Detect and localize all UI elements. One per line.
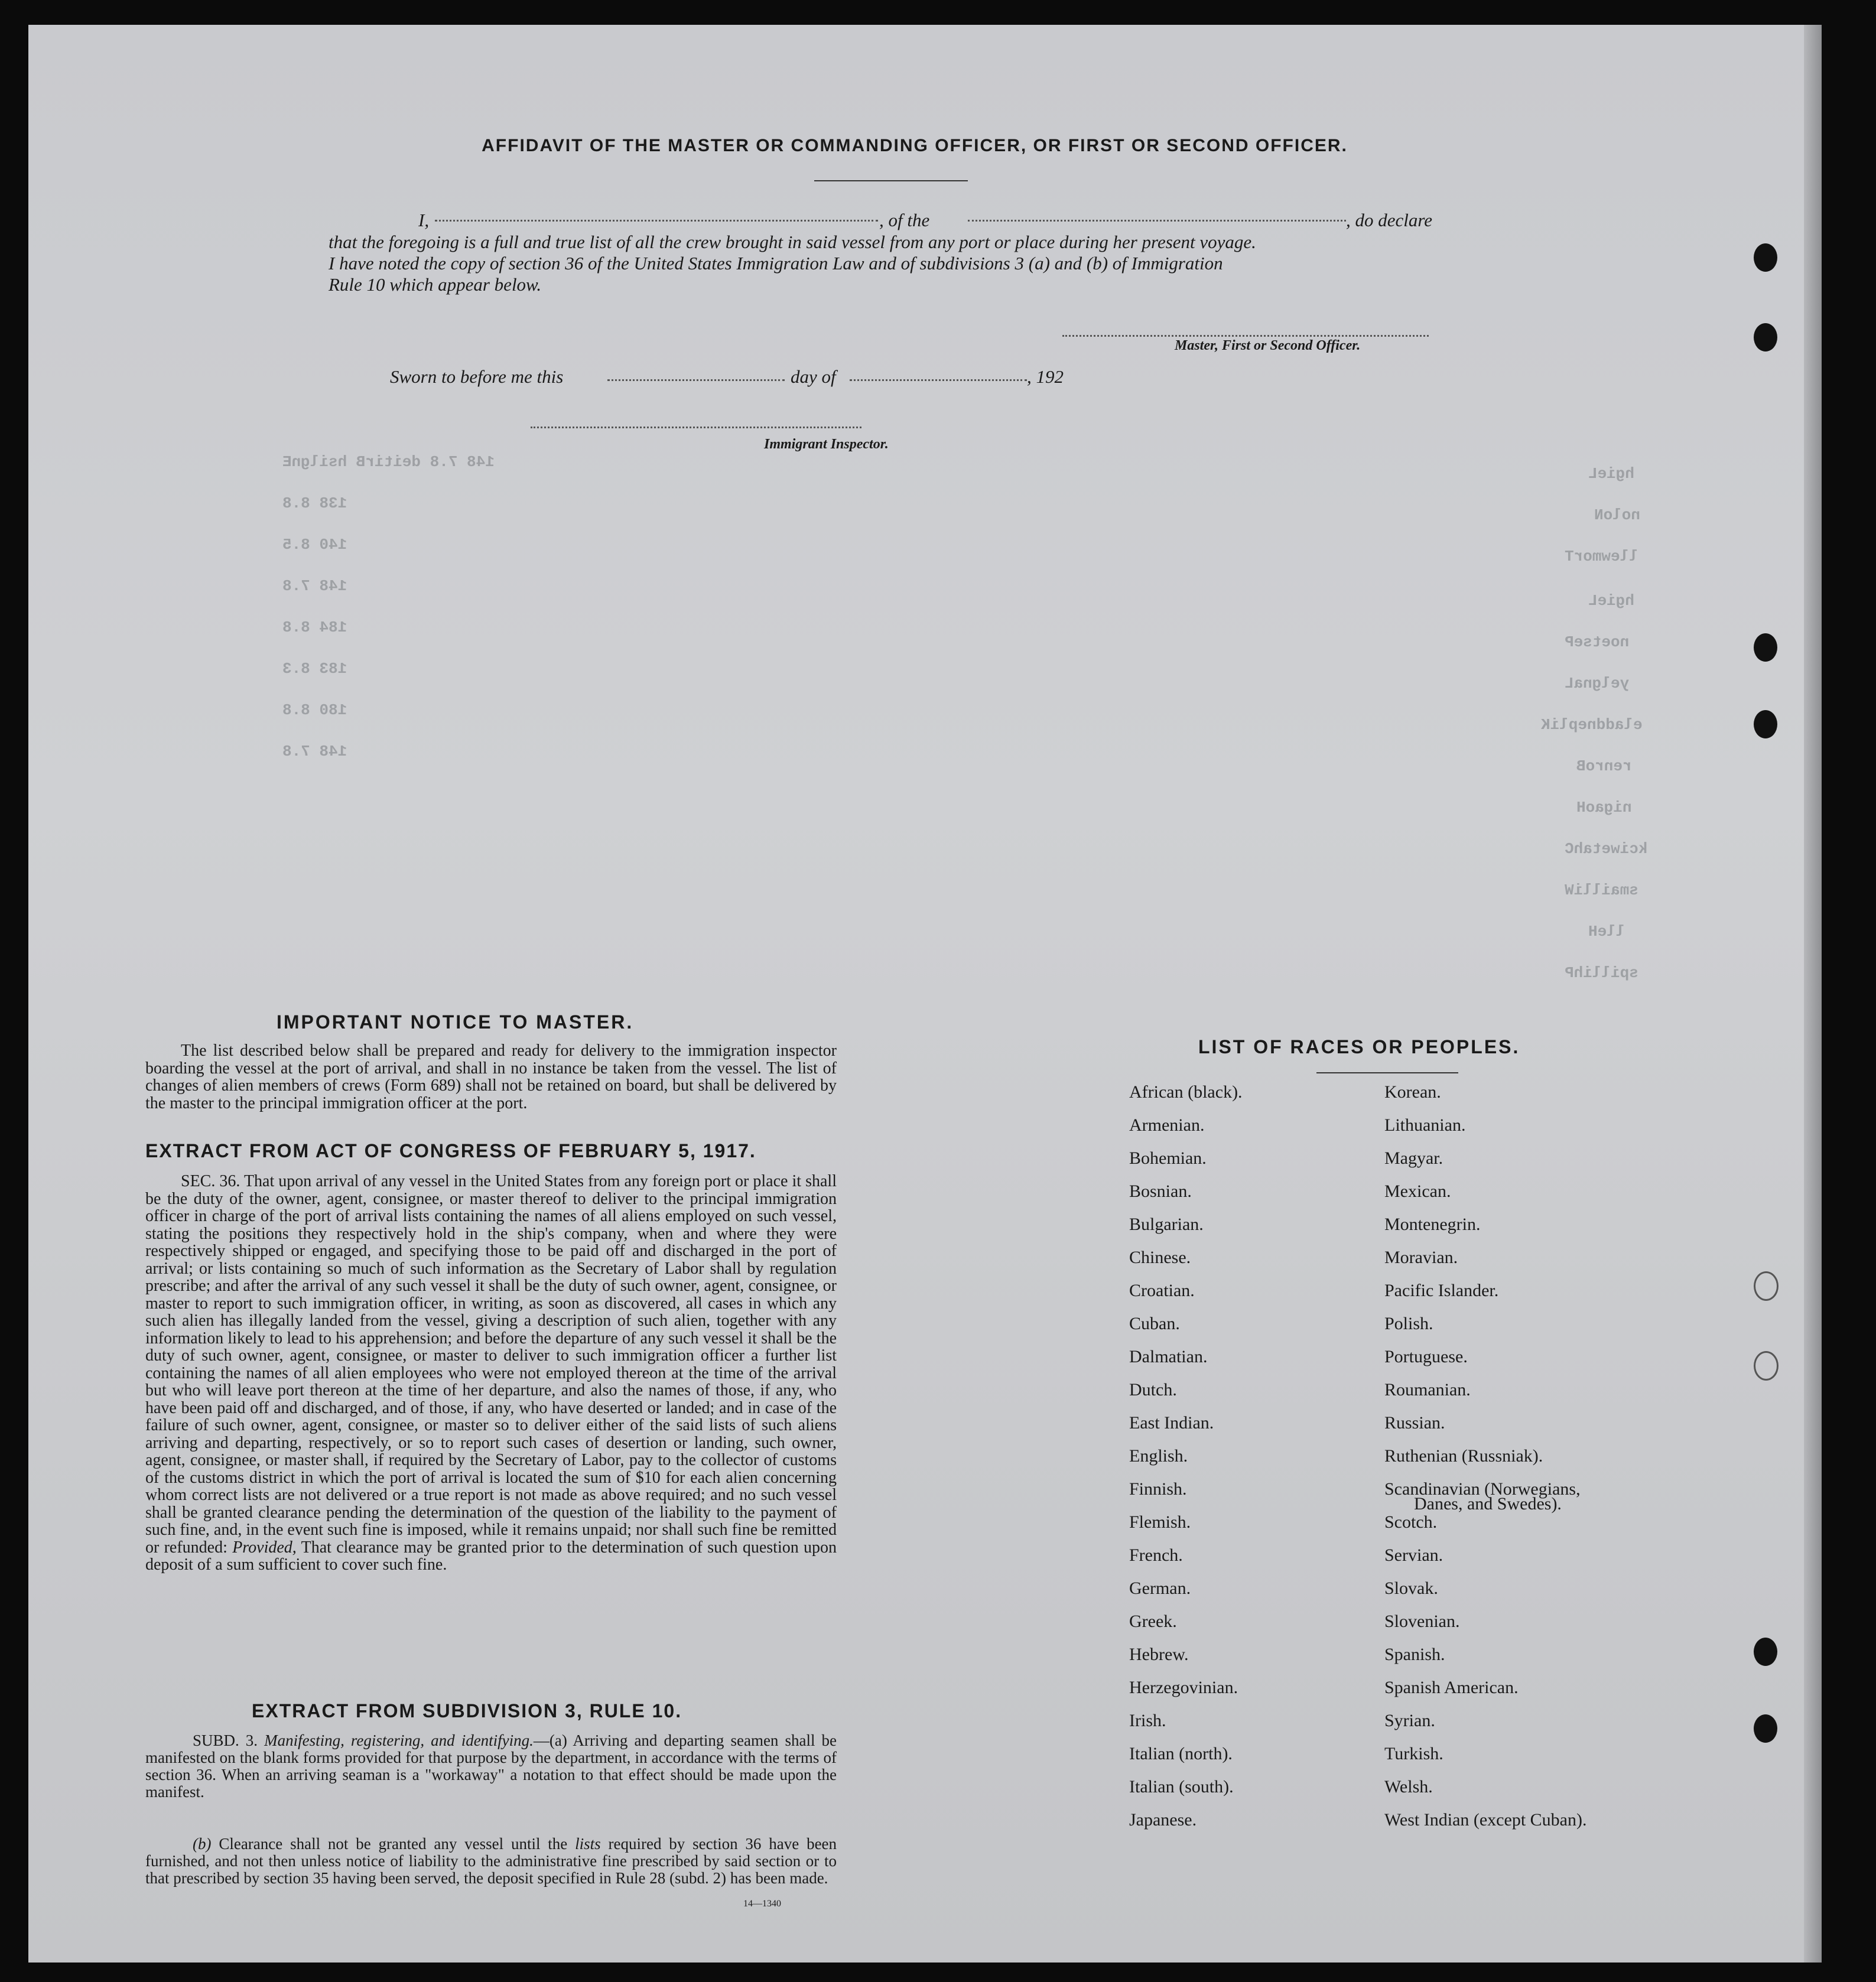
race-item: Cuban.: [1129, 1314, 1180, 1333]
race-item: Ruthenian (Russniak).: [1384, 1446, 1543, 1466]
race-item: Syrian.: [1384, 1711, 1435, 1730]
races-column-2: [1384, 1082, 1586, 1843]
rule-b-mark: (b): [193, 1835, 212, 1853]
master-label: Master, First or Second Officer.: [1175, 338, 1361, 353]
race-item: French.: [1129, 1545, 1183, 1565]
sworn-day-of: day of: [791, 366, 836, 387]
race-item: African (black).: [1129, 1082, 1243, 1102]
sworn-day-field[interactable]: [607, 379, 785, 381]
punch-hole: [1754, 633, 1777, 662]
punch-hole: [1754, 323, 1777, 352]
race-item: Dalmatian.: [1129, 1347, 1208, 1366]
race-item: Welsh.: [1384, 1777, 1433, 1797]
race-item: Italian (south).: [1129, 1777, 1234, 1797]
sworn-text: Sworn to before me this: [390, 366, 564, 387]
rule-title: EXTRACT FROM SUBDIVISION 3, RULE 10.: [252, 1700, 682, 1721]
act-provided: Provided,: [232, 1538, 297, 1557]
form-number: 14—1340: [743, 1899, 781, 1909]
race-item: Irish.: [1129, 1711, 1166, 1730]
punch-hole-ring: [1754, 1351, 1779, 1381]
affidavit-of-the: , of the: [879, 210, 930, 230]
race-item: Chinese.: [1129, 1248, 1191, 1267]
race-item: Bohemian.: [1129, 1148, 1207, 1168]
rule-a-text: [145, 1732, 837, 1801]
race-item: Bulgarian.: [1129, 1215, 1204, 1234]
master-signature-field[interactable]: [1062, 335, 1429, 337]
inspector-signature-field[interactable]: [531, 427, 861, 428]
notice-text: The list described below shall be prepared and ready for delivery to the immigration inspector boarding the vessel at the port of arrival, and shall in no instance be taken from the vessel. The list of changes of alien members of crews (Form 689) shall not be retained on board, but shall be delivered by the master to the principal immigration officer at the port.: [145, 1042, 837, 1112]
races-column-1: [1129, 1082, 1243, 1843]
punch-hole: [1754, 1714, 1777, 1743]
divider: [814, 180, 968, 181]
race-item: Japanese.: [1129, 1810, 1197, 1830]
race-item: Italian (north).: [1129, 1744, 1233, 1763]
race-item: Dutch.: [1129, 1380, 1177, 1400]
act-text: [145, 1173, 837, 1574]
race-item: Slovak.: [1384, 1579, 1438, 1598]
race-item: Mexican.: [1384, 1182, 1451, 1201]
notice-title: IMPORTANT NOTICE TO MASTER.: [277, 1011, 634, 1033]
act-body-end: That clearance may be granted prior to the determination of such question upon deposit of a sum sufficient to cover such fine.: [145, 1538, 837, 1574]
race-item: Korean.: [1384, 1082, 1441, 1102]
inspector-label: Immigrant Inspector.: [764, 437, 889, 452]
page-edge: [1804, 25, 1822, 1963]
race-item: Scandinavian (Norwegians,: [1384, 1479, 1581, 1499]
race-item: Slovenian.: [1384, 1612, 1460, 1631]
race-item: Portuguese.: [1384, 1347, 1468, 1366]
race-item: Pacific Islander.: [1384, 1281, 1499, 1300]
rule-heading: Manifesting, registering, and identifying.: [264, 1732, 534, 1749]
punch-hole: [1754, 1638, 1777, 1666]
race-item: West Indian (except Cuban).: [1384, 1810, 1587, 1830]
rule-subd: SUBD. 3.: [193, 1732, 258, 1749]
punch-hole: [1754, 710, 1777, 738]
race-item: Bosnian.: [1129, 1182, 1192, 1201]
rule-b-text: [145, 1835, 837, 1887]
race-item-continued: Danes, and Swedes).: [1414, 1494, 1562, 1514]
affidavit-declare: , do declare: [1346, 210, 1433, 230]
vessel-field[interactable]: [968, 220, 1346, 222]
rule-b-body1: Clearance shall not be granted any vessel until the: [219, 1835, 568, 1853]
race-item: German.: [1129, 1579, 1191, 1598]
race-item: East Indian.: [1129, 1413, 1214, 1433]
race-item: Herzegovinian.: [1129, 1678, 1238, 1697]
race-item: Spanish.: [1384, 1645, 1445, 1664]
affidavit-line3: I have noted the copy of section 36 of the United States Immigration Law and of subdivisions 3 (a) and (b) of Immigration: [329, 253, 1223, 274]
race-item: Scotch.: [1384, 1512, 1438, 1532]
race-item: Polish.: [1384, 1314, 1433, 1333]
affidavit-line2: that the foregoing is a full and true list of all the crew brought in said vessel from any port or place during her present voyage.: [329, 232, 1256, 252]
race-item: Servian.: [1384, 1545, 1443, 1565]
rule-b-body2: required by section 36 have been furnished, and not then unless notice of liability to the administrative fine prescribed by said section or to that prescribed by section 35 having been served, the deposit specified in Rule 28 (subd. 2) has been made.: [145, 1835, 837, 1887]
punch-hole-ring: [1754, 1271, 1779, 1301]
affidavit-title: AFFIDAVIT OF THE MASTER OR COMMANDING OFFICER, OR FIRST OR SECOND OFFICER.: [482, 136, 1348, 155]
race-item: Flemish.: [1129, 1512, 1191, 1532]
race-item: Magyar.: [1384, 1148, 1443, 1168]
race-item: Russian.: [1384, 1413, 1445, 1433]
affidavit-i: I,: [418, 210, 430, 230]
divider: [1316, 1072, 1458, 1073]
rule-b-lists: lists: [575, 1835, 601, 1853]
name-field[interactable]: [435, 220, 878, 222]
affidavit-line4: Rule 10 which appear below.: [329, 274, 542, 295]
race-item: Lithuanian.: [1384, 1115, 1466, 1135]
race-item: Moravian.: [1384, 1248, 1458, 1267]
race-item: Spanish American.: [1384, 1678, 1519, 1697]
rule-a-body: —(a) Arriving and departing seamen shall be manifested on the blank forms provided for that purpose by the department, in accordance with the terms of section 36. When an arriving seaman is a "workaway" a notation to that effect should be made upon the manifest.: [145, 1732, 837, 1801]
race-item: Finnish.: [1129, 1479, 1187, 1499]
race-item: Croatian.: [1129, 1281, 1195, 1300]
race-item: Hebrew.: [1129, 1645, 1189, 1664]
race-item: Armenian.: [1129, 1115, 1205, 1135]
punch-hole: [1754, 243, 1777, 272]
document-page: 148 7.8 deitirB hsilgnE hgieL noloN llewmorT hgieL noetseP yelgnaL eladdnepliK renroB nigaoH kciwetahC smailliW lleH spillihP 138 8.8 140 8.5 148 7.8 184 8.8 183 8.3 180 8.8 148 7.8 AFFIDAVIT OF THE MASTER OR COMMANDING OFFICER, OR FIRST OR SECOND OFFICER. I, , of the , do declare that the foregoing is a full and true list of all the crew brought in said vessel from any port or place during her present voyage. I have noted the copy of section 36 of the United States Immigration Law and of subdivisions 3 (a) and (b) of Immigration Rule 10 which appear below. Master, First or Second Officer. Sworn to before me this day of , 192 Immigrant Inspector. IMPORTANT NOTICE TO MASTER. The list described below shall be prepared and ready for delivery to the immigration inspector boarding the vessel at the port of arrival, and shall in no instance be taken from the vessel. The list of changes of alien members of crews (Form 689) shall not be retained on board, but shall be delivered by the master to the principal immigration officer at the port. EXTRACT FROM ACT OF CONGRESS OF FEBRUARY 5, 1917. SEC. 36. That upon arrival of any vessel in the United States from any foreign port or place it shall be the duty of the owner, agent, consignee, or master thereof to deliver to the principal immigration officer in charge of the port of arrival lists containing the names of all aliens employed on such vessel, stating the positions they respectively hold in the ship's company, when and where they were respectively shipped or engaged, and specifying those to be paid off and discharged in the port of arrival; or lists containing so much of such information as the Secretary of Labor shall by regulation prescribe; and after the arrival of any such vessel it shall be the duty of such owner, agent, consignee, or master to report to such immigration officer, in writing, as soon as discovered, all cases in which any such alien has illegally landed from the vessel, giving a description of such alien, together with any information likely to lead to his apprehension; and before the departure of any such vessel it shall be the duty of such owner, agent, consignee, or master to deliver to such immigration officer a further list containing the names of all alien employees who were not employed thereon at the time of the arrival but who will leave port thereon at the time of her departure, and also the names of those, if any, who have been paid off and discharged, and of those, if any, who have deserted or landed; and in case of the failure of such owner, agent, consignee, or master so to deliver either of the said lists of such aliens arriving and departing, respectively, or so to report such cases of desertion or landing, such owner, agent, consignee, or master shall, if required by the Secretary of Labor, pay to the collector of customs of the customs district in which the port of arrival is located the sum of $10 for each alien concerning whom correct lists are not delivered or a true report is not made as above required; and no such vessel shall be granted clearance pending the determination of the question of the liability to the payment of such fine, and, in the event such fine is imposed, while it remains unpaid; nor shall such fine be remitted or refunded: Provided, That clearance may be granted prior to the determination of such question upon deposit of a sum sufficient to cover such fine. EXTRACT FROM SUBDIVISION 3, RULE 10. SUBD. 3. Manifesting, registering, and identifying.—(a) Arriving and departing seamen shall be manifested on the blank forms provided for that purpose by the department, in accordance with the terms of section 36. When an arriving seaman is a "workaway" a notation to that effect should be made upon the manifest. (b) Clearance shall not be granted any vessel until the lists required by section 36 have been furnished, and not then unless notice of liability to the administrative fine prescribed by said section or to that prescribed by section 35 having been served, the deposit specified in Rule 28 (subd. 2) has been made. 14—1340 LIST OF RACES OR PEOPLES. African (black). Armenian. Bohemian. Bosnian. Bulgarian. Chinese. Croatian. Cuban. Dalmatian. Dutch. East Indian. English. Finnish. Flemish. French. German. Greek. Hebrew. Herzegovinian. Irish. Italian (north). Italian (south). Japanese. Korean. Lithuanian. Magyar. Mexican. Montenegrin. Moravian. Pacific Islander. Polish. Portuguese. Roumanian. Russian. Ruthenian (Russniak). Scandinavian (Norwegians, Danes, and Swedes). Scotch. Servian. Slovak. Slovenian. Spanish. Spanish American. Syrian. Turkish. Welsh. West Indian (except Cuban).: [28, 25, 1822, 1963]
act-title: EXTRACT FROM ACT OF CONGRESS OF FEBRUARY 5, 1917.: [145, 1140, 756, 1161]
races-title: LIST OF RACES OR PEOPLES.: [1198, 1036, 1520, 1057]
act-section: SEC. 36.: [181, 1172, 240, 1190]
race-item: Roumanian.: [1384, 1380, 1471, 1400]
act-body: That upon arrival of any vessel in the United States from any foreign port or place it shall be the duty of the owner, agent, consignee, or master thereof to deliver to the principal immigration officer in charge of the port of arrival lists containing the names of all aliens employed on such vessel, stating the positions they respectively hold in the ship's company, when and where they were respectively shipped or engaged, and specifying those to be paid off and discharged in the port of arrival; or lists containing so much of such information as the Secretary of Labor shall by regulation prescribe; and after the arrival of any such vessel it shall be the duty of such owner, agent, consignee, or master to report to such immigration officer, in writing, as soon as discovered, all cases in which any such alien has illegally landed from the vessel, giving a description of such alien, together with any information likely to lead to his apprehension; and before the departure of any such vessel it shall be the duty of such owner, agent, consignee, or master to deliver to such immigration officer a further list containing the names of all alien employees who were not employed thereon at the time of the arrival but who will leave port thereon at the time of her departure, and also the names of those, if any, who have been paid off and discharged, and of those, if any, who have deserted or landed; and in case of the failure of such owner, agent, consignee, or master so to deliver either of the said lists of such aliens arriving and departing, respectively, or so to report such cases of desertion or landing, such owner, agent, consignee, or master shall, if required by the Secretary of Labor, pay to the collector of customs of the customs district in which the port of arrival is located the sum of $10 for each alien concerning whom correct lists are not delivered or a true report is not made as above required; and no such vessel shall be granted clearance pending the determination of the question of the liability to the payment of such fine, and, in the event such fine is imposed, while it remains unpaid; nor shall such fine be remitted or refunded:: [145, 1172, 837, 1557]
sworn-month-field[interactable]: [850, 379, 1027, 381]
race-item: English.: [1129, 1446, 1188, 1466]
race-item: Turkish.: [1384, 1744, 1443, 1763]
sworn-year: , 192: [1027, 366, 1064, 387]
race-item: Greek.: [1129, 1612, 1177, 1631]
race-item: Montenegrin.: [1384, 1215, 1481, 1234]
